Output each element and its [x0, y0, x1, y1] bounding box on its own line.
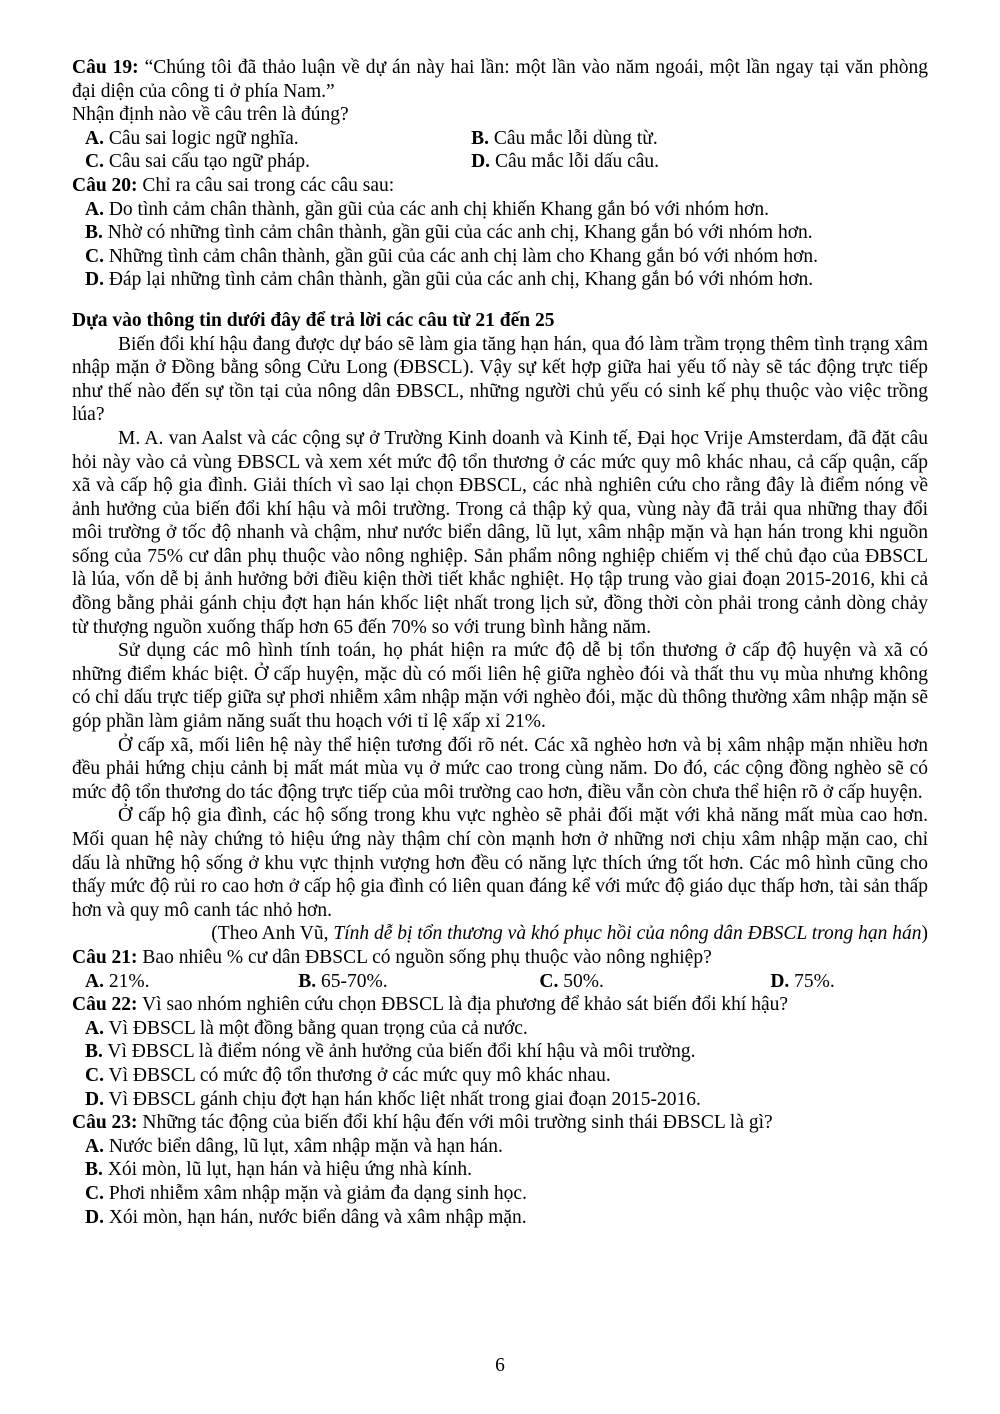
question-23-options: [72, 1135, 928, 1229]
question-19: [72, 56, 928, 174]
option-label: C.: [85, 151, 104, 173]
option-text: Câu sai logic ngữ nghĩa.: [108, 127, 299, 149]
option-text: Nhờ có những tình cảm chân thành, gần gũi của các anh chị, Khang gắn bó với nhóm hơn.: [107, 222, 813, 244]
option-label: B.: [298, 970, 317, 992]
question-21-text: Bao nhiêu % cư dân ĐBSCL có nguồn sống phụ thuộc vào nông nghiệp?: [142, 946, 712, 968]
question-21-options: [72, 970, 928, 994]
passage-attribution: [72, 922, 928, 946]
passage-paragraph: Biến đổi khí hậu đang được dự báo sẽ làm gia tăng hạn hán, qua đó làm trầm trọng thêm tình trạng xâm nhập mặn ở Đồng bằng sông Cửu Long (ĐBSCL). Vậy sự kết hợp giữa hai yếu tố này sẽ tác động trực tiếp như thế nào đến sự tồn tại của nông dân ĐBSCL, những người chủ yếu có sinh kế phụ thuộc vào việc trồng lúa?: [72, 333, 928, 426]
option-text: Vì ĐBSCL gánh chịu đợt hạn hán khốc liệt nhất trong giai đoạn 2015-2016.: [108, 1088, 701, 1110]
question-19-text: “Chúng tôi đã thảo luận về dự án này hai lần: một lần vào năm ngoái, một lần ngay tại văn phòng đại diện của công ti ở phía Nam.”: [72, 57, 928, 102]
question-19-statement: [72, 56, 928, 103]
question-20-options: [72, 198, 928, 292]
attribution-title: Tính dễ bị tổn thương và khó phục hồi của nông dân ĐBSCL trong hạn hán: [333, 923, 922, 945]
option-a: [85, 1017, 928, 1041]
option-label: D.: [85, 269, 104, 291]
option-label: C.: [85, 1064, 104, 1086]
question-19-prompt: Nhận định nào về câu trên là đúng?: [72, 104, 349, 126]
passage-heading: Dựa vào thông tin dưới đây để trả lời các câu từ 21 đến 25: [72, 309, 555, 331]
option-text: Do tình cảm chân thành, gần gũi của các anh chị khiến Khang gắn bó với nhóm hơn.: [108, 198, 769, 220]
option-label: A.: [85, 198, 104, 220]
option-label: D.: [85, 1206, 104, 1228]
option-text: 21%.: [108, 970, 150, 992]
passage-paragraph: Ở cấp hộ gia đình, các hộ sống trong khu vực nghèo sẽ phải đối mặt với khả năng mất mùa cao hơn. Mối quan hệ này chứng tỏ hiệu ứng này thậm chí còn mạnh hơn ở những nơi chịu xâm nhập mặn cao, chỉ dấu là những hộ sống ở khu vực thịnh vượng hơn đều có năng lực thích ứng tốt hơn. Các mô hình cũng cho thấy mức độ rủi ro cao hơn ở cấp hộ gia đình có liên quan đáng kể với mức độ giáo dục thấp hơn, tài sản thấp hơn và quy mô canh tác nhỏ hơn.: [72, 805, 928, 921]
option-text: Đáp lại những tình cảm chân thành, gần gũi của các anh chị, Khang gắn bó với nhóm hơn.: [108, 269, 814, 291]
option-text: 65-70%.: [321, 970, 388, 992]
option-label: A.: [85, 970, 104, 992]
option-label: C.: [85, 1182, 104, 1204]
option-label: B.: [85, 1159, 103, 1181]
option-label: B.: [471, 127, 489, 149]
option-text: Câu mắc lỗi dùng từ.: [493, 127, 658, 149]
option-label: D.: [770, 970, 790, 992]
option-b: [471, 127, 928, 151]
question-20: [72, 174, 928, 292]
question-22-options: [72, 1017, 928, 1111]
option-b: [85, 221, 928, 245]
question-21: [72, 946, 928, 993]
option-a: [85, 970, 298, 994]
option-c: [85, 150, 471, 174]
option-d: [85, 1088, 928, 1112]
option-d: [770, 970, 928, 994]
passage-paragraph: Ở cấp xã, mối liên hệ này thể hiện tương đối rõ nét. Các xã nghèo hơn và bị xâm nhập mặn nhiều hơn đều phải hứng chịu cảnh bị mất mát mùa vụ ở mức cao trong cùng năm. Do đó, các cộng đồng nghèo sẽ có mức độ tổn thương do tác động trực tiếp của môi trường cao hơn, điều vẫn còn chưa thể hiện rõ ở cấp huyện.: [72, 734, 928, 803]
option-b: [85, 1158, 928, 1182]
option-text: Xói mòn, lũ lụt, hạn hán và hiệu ứng nhà kính.: [107, 1159, 472, 1181]
question-23-text: Những tác động của biến đổi khí hậu đến với môi trường sinh thái ĐBSCL là gì?: [142, 1112, 773, 1134]
option-label: B.: [85, 1041, 103, 1063]
option-label: A.: [85, 1135, 104, 1157]
option-text: Phơi nhiễm xâm nhập mặn và giảm đa dạng sinh học.: [108, 1182, 527, 1204]
option-text: Vì ĐBSCL có mức độ tổn thương ở các mức quy mô khác nhau.: [108, 1064, 611, 1086]
option-label: C.: [85, 245, 104, 267]
option-text: Vì ĐBSCL là điểm nóng về ảnh hưởng của biến đổi khí hậu và môi trường.: [107, 1041, 696, 1063]
option-c: [85, 245, 928, 269]
question-19-options: [72, 127, 928, 174]
passage-paragraph: Sử dụng các mô hình tính toán, họ phát hiện ra mức độ dễ bị tổn thương ở cấp độ huyện và xã có những điểm khác biệt. Ở cấp huyện, mặc dù có mối liên hệ giữa nghèo đói và thất thu vụ mùa nhưng không có chỉ dấu trực tiếp giữa sự phơi nhiễm xâm nhập mặn với nghèo đói, mặc dù thông thường xâm nhập mặn sẽ góp phần làm giảm năng suất thu hoạch với tỉ lệ xấp xỉ 21%.: [72, 640, 928, 733]
option-c: [85, 1182, 928, 1206]
option-b: [298, 970, 539, 994]
question-22-statement: [72, 993, 928, 1017]
option-label: B.: [85, 222, 103, 244]
option-a: [85, 127, 471, 151]
question-20-label: Câu 20:: [72, 174, 138, 196]
question-21-label: Câu 21:: [72, 946, 138, 968]
attribution-prefix: (Theo Anh Vũ,: [211, 923, 334, 945]
option-d: [85, 268, 928, 292]
question-20-text: Chỉ ra câu sai trong các câu sau:: [142, 174, 395, 196]
option-text: Vì ĐBSCL là một đồng bằng quan trọng của cả nước.: [108, 1017, 528, 1039]
question-23-statement: [72, 1111, 928, 1135]
option-text: Nước biển dâng, lũ lụt, xâm nhập mặn và hạn hán.: [108, 1135, 503, 1157]
passage-paragraph: M. A. van Aalst và các cộng sự ở Trường Kinh doanh và Kinh tế, Đại học Vrije Amsterdam, đã đặt câu hỏi này vào cả vùng ĐBSCL và xem xét mức độ tổn thương ở các mức quy mô khác nhau, cả cấp quận, cấp xã và cấp hộ gia đình. Giải thích vì sao lại chọn ĐBSCL, các nhà nghiên cứu cho rằng đây là điểm nóng về ảnh hưởng của biến đổi khí hậu và môi trường. Trong cả thập kỷ qua, vùng này đã trải qua những thay đổi môi trường ở tốc độ nhanh và chậm, như nước biển dâng, lũ lụt, xâm nhập mặn và hạn hán trong khi nguồn sống của 75% cư dân phụ thuộc vào nông nghiệp. Sản phẩm nông nghiệp chiếm vị thế chủ đạo của ĐBSCL là lúa, vốn dễ bị ảnh hưởng bởi điều kiện thời tiết khắc nghiệt. Họ tập trung vào giai đoạn 2015-2016, khi cả đồng bằng phải gánh chịu đợt hạn hán khốc liệt nhất trong lịch sử, đồng thời còn phải trong cảnh dòng chảy từ thượng nguồn xuống thấp hơn 65 đến 70% so với trung bình hằng năm.: [72, 427, 928, 638]
option-text: 75%.: [794, 970, 835, 992]
option-text: Xói mòn, hạn hán, nước biển dâng và xâm nhập mặn.: [108, 1206, 527, 1228]
option-a: [85, 198, 928, 222]
option-text: Câu sai cấu tạo ngữ pháp.: [108, 151, 311, 173]
option-label: A.: [85, 1017, 104, 1039]
question-20-statement: [72, 174, 928, 198]
option-text: Những tình cảm chân thành, gần gũi của các anh chị làm cho Khang gắn bó với nhóm hơn.: [108, 245, 819, 267]
option-text: 50%.: [563, 970, 604, 992]
option-label: C.: [539, 970, 559, 992]
attribution-suffix: ): [921, 923, 928, 945]
option-label: A.: [85, 127, 104, 149]
option-b: [85, 1040, 928, 1064]
option-d: [471, 150, 928, 174]
option-label: D.: [471, 151, 491, 173]
page-number: 6: [495, 1355, 505, 1377]
question-19-label: Câu 19:: [72, 57, 139, 78]
question-23-label: Câu 23:: [72, 1112, 138, 1134]
option-label: D.: [85, 1088, 104, 1110]
option-d: [85, 1206, 928, 1230]
reading-passage: [72, 309, 928, 946]
question-22-text: Vì sao nhóm nghiên cứu chọn ĐBSCL là địa phương để khảo sát biến đổi khí hậu?: [142, 994, 789, 1016]
question-22-label: Câu 22:: [72, 994, 138, 1016]
question-23: [72, 1111, 928, 1229]
option-c: [539, 970, 770, 994]
question-22: [72, 993, 928, 1111]
option-a: [85, 1135, 928, 1159]
option-c: [85, 1064, 928, 1088]
question-21-statement: [72, 946, 928, 970]
option-text: Câu mắc lỗi dấu câu.: [494, 151, 660, 173]
